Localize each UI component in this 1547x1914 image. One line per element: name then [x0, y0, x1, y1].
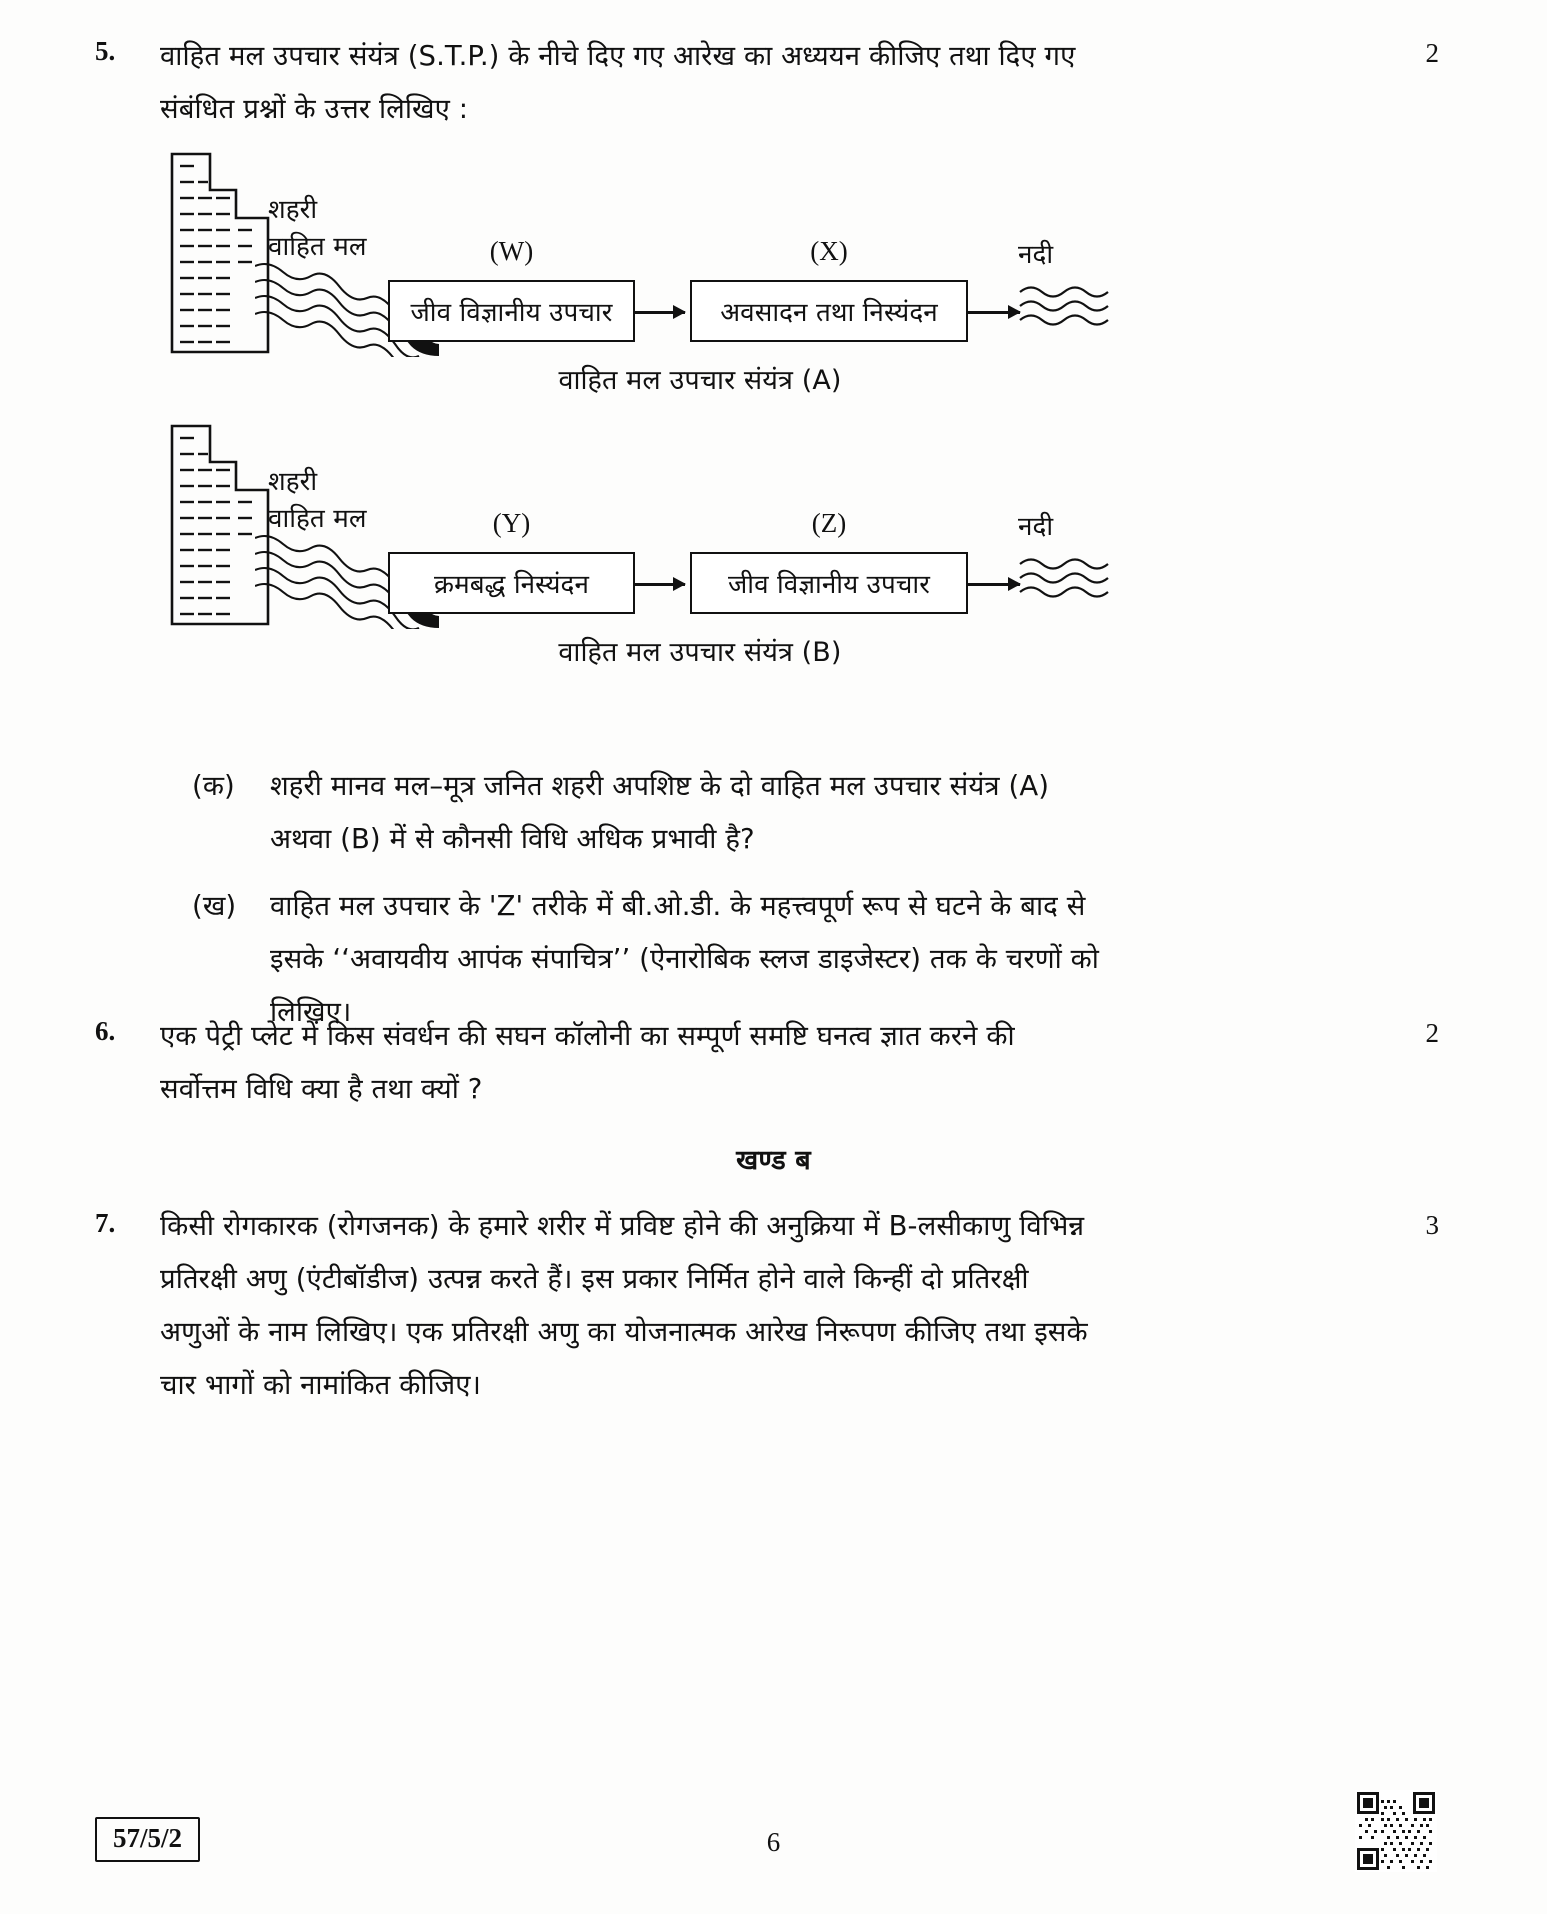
process-box-biological-treatment-b: जीव विज्ञानीय उपचार — [690, 552, 968, 614]
process-tag-y: (Y) — [492, 508, 531, 538]
question-7-text: किसी रोगकारक (रोगजनक) के हमारे शरीर में प्रविष्ट होने की अनुक्रिया में B-लसीकाणु विभिन्न प्रतिरक्षी अणु (एंटीबॉडीज) उत्पन्न करते हैं। इस प्रकार निर्मित होने वाले किन्हीं दो प्रतिरक्षी अणुओं के नाम लिखिए। एक प्रतिरक्षी अणु का योजनात्मक आरेख निरूपण कीजिए तथा इसके चार भागों को नामांकित कीजिए। — [160, 1210, 1088, 1401]
process-box-sequential-filtration-b: क्रमबद्ध निस्यंदन — [388, 552, 635, 614]
sub-question-ka-text: शहरी मानव मल–मूत्र जनित शहरी अपशिष्ट के दो वाहित मल उपचार संयंत्र (A) अथवा (B) में से कौनसी विधि अधिक प्रभावी है? — [270, 770, 1050, 855]
stp-flow-diagram — [150, 132, 1100, 672]
sewage-label-line-2-b: वाहित मल — [268, 504, 367, 534]
sub-question-kha-marker: (ख) — [192, 890, 237, 922]
flow-row-a — [150, 132, 1100, 396]
process-tag-z: (Z) — [811, 508, 847, 538]
question-7-marks: 3 — [1425, 1210, 1439, 1240]
process-box-biological-treatment-a: जीव विज्ञानीय उपचार — [388, 280, 635, 342]
arrow-y-to-z — [635, 583, 685, 586]
sewage-label-line-2: वाहित मल — [268, 232, 367, 262]
process-tag-w: (W) — [489, 236, 534, 266]
urban-sewage-label-b — [268, 464, 367, 538]
caption-stp-a: वाहित मल उपचार संयंत्र (A) — [558, 365, 842, 396]
sub-question-ka-marker: (क) — [192, 770, 235, 802]
question-5-marks: 2 — [1425, 38, 1439, 68]
process-tag-x: (X) — [810, 236, 848, 266]
arrow-x-to-river — [968, 311, 1020, 314]
question-6-marks: 2 — [1425, 1018, 1439, 1048]
question-5-number: 5. — [95, 36, 116, 66]
river-icon-b — [1018, 552, 1110, 614]
process-box-sedimentation-filtration-a: अवसादन तथा निस्यंदन — [690, 280, 968, 342]
sewage-label-line-1: शहरी — [268, 195, 318, 225]
section-heading: खण्ड ब — [736, 1145, 811, 1176]
question-7-number: 7. — [95, 1208, 116, 1238]
paper-code-badge: 57/5/2 — [95, 1817, 200, 1862]
arrow-w-to-x — [635, 311, 685, 314]
question-6-number: 6. — [95, 1016, 116, 1046]
sub-question-ka — [192, 760, 1092, 866]
question-5-text: वाहित मल उपचार संयंत्र (S.T.P.) के नीचे दिए गए आरेख का अध्ययन कीजिए तथा दिए गए संबंधित प्रश्नों के उत्तर लिखिए : — [160, 40, 1076, 125]
urban-sewage-label-a — [268, 192, 367, 266]
question-6-text: एक पेट्री प्लेट में किस संवर्धन की सघन कॉलोनी का सम्पूर्ण समष्टि घनत्व ज्ञात करने की सर्वोत्तम विधि क्या है तथा क्यों ? — [160, 1020, 1015, 1105]
page-number: 6 — [766, 1827, 781, 1857]
sewage-label-line-1-b: शहरी — [268, 467, 318, 497]
river-label-a: नदी — [1018, 240, 1054, 270]
river-icon-a — [1018, 280, 1110, 342]
qr-code-icon — [1355, 1790, 1437, 1872]
sub-question-kha-text: वाहित मल उपचार के 'Z' तरीके में बी.ओ.डी. के महत्त्वपूर्ण रूप से घटने के बाद से इसके ‘‘अवायवीय आपंक संपाचित्र’’ (ऐनारोबिक स्लज डाइजेस्टर) तक के चरणों को लिखिए। — [270, 890, 1100, 1028]
arrow-z-to-river — [968, 583, 1020, 586]
river-label-b: नदी — [1018, 512, 1054, 542]
caption-stp-b: वाहित मल उपचार संयंत्र (B) — [558, 637, 842, 668]
flow-row-b — [150, 404, 1100, 668]
